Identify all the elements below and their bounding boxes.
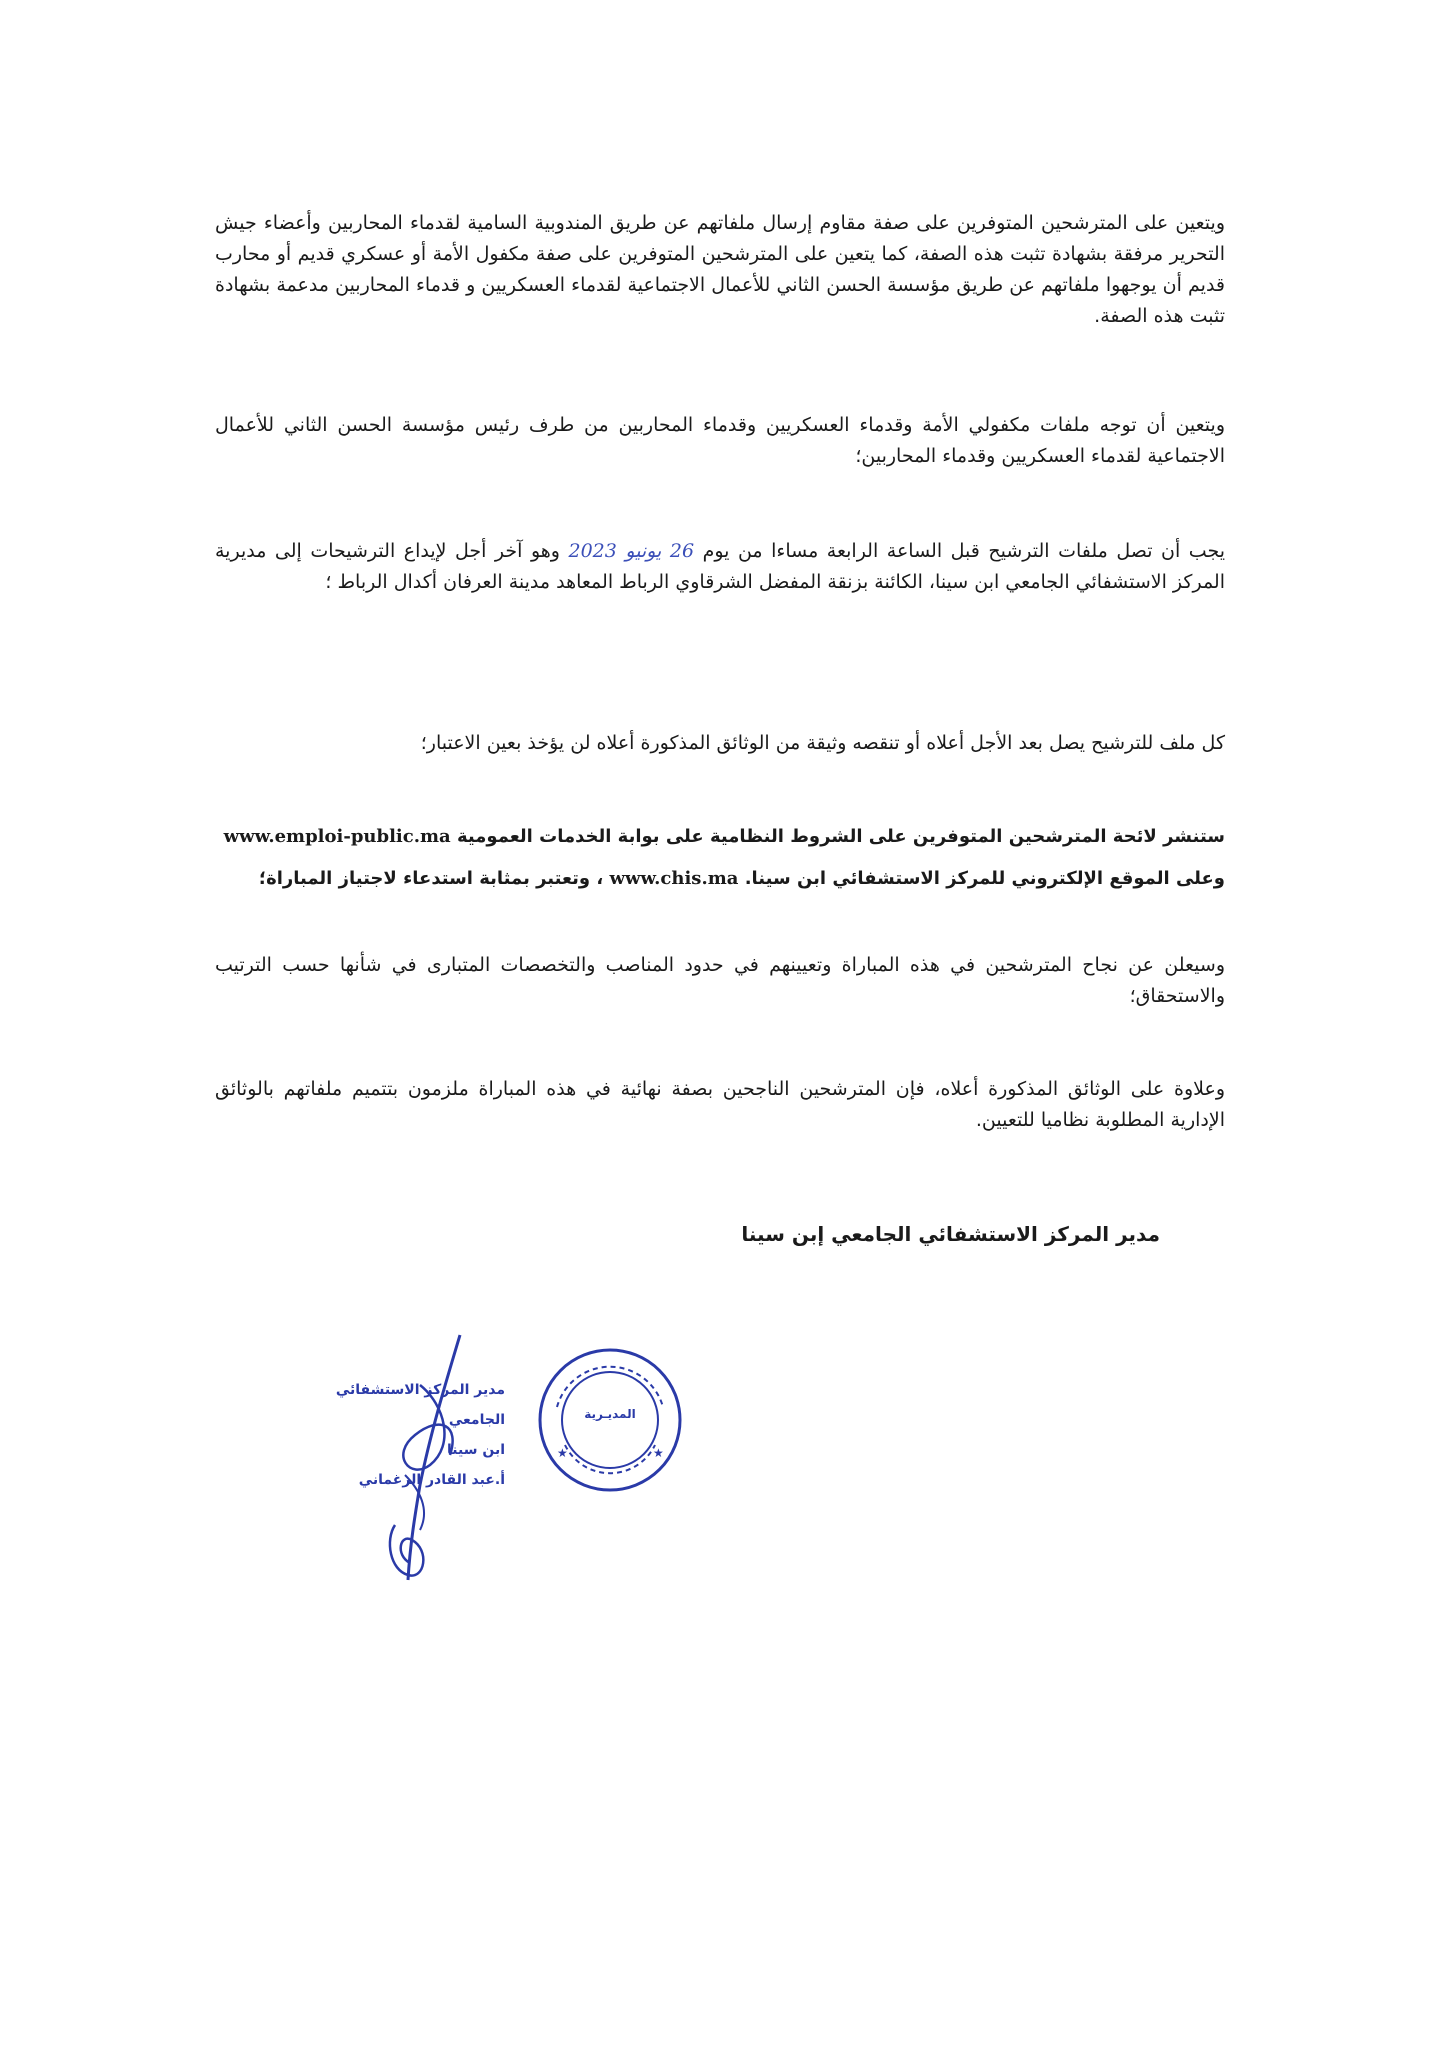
publication-line2-after: ، وتعتبر بمثابة استدعاء لاجتياز المباراة؛: [258, 868, 604, 889]
deadline-text-after: وهو آخر أجل لإيداع الترشيحات إلى مديرية المركز الاستشفائي الجامعي ابن سينا، الكائنة بزنقة المفضل الشرقاوي الرباط المعاهد مدينة العرفان أكدال الرباط ؛: [215, 540, 1225, 593]
signatory-line-1: مدير المركز الاستشفائي الجامعي: [335, 1382, 505, 1428]
publication-line2-text: وعلى الموقع الإلكتروني للمركز الاستشفائي ابن سينا.: [744, 868, 1225, 889]
deadline-text-before: يجب أن تصل ملفات الترشيح قبل الساعة الرابعة مساءا من يوم: [702, 540, 1226, 562]
director-title: مدير المركز الاستشفائي الجامعي إبن سينا: [741, 1222, 1160, 1246]
emploi-public-link[interactable]: www.emploi-public.ma: [223, 826, 451, 847]
publication-line-1: [215, 816, 1225, 858]
paragraph-publication: [215, 816, 1225, 900]
chis-link[interactable]: www.chis.ma: [609, 868, 739, 889]
paragraph-late-files: كل ملف للترشيح يصل بعد الأجل أعلاه أو تنقصه وثيقة من الوثائق المذكورة أعلاه لن يؤخذ بعين الاعتبار؛: [420, 732, 1225, 754]
handwritten-deadline-date: 26 يونيو 2023: [568, 540, 695, 562]
paragraph-final-documents: وعلاوة على الوثائق المذكورة أعلاه، فإن المترشحين الناجحين بصفة نهائية في هذه المباراة ملزمون بتتميم ملفاتهم بالوثائق الإدارية المطلوبة نظاميا للتعيين.: [215, 1078, 1225, 1131]
signatory-line-2: ابن سينا: [447, 1442, 505, 1458]
signature-block: [270, 1325, 740, 1595]
svg-text:★: ★: [557, 1446, 568, 1460]
paragraph-resistance-candidates: ويتعين على المترشحين المتوفرين على صفة مقاوم إرسال ملفاتهم عن طريق المندوبية السامية لقدماء المحاربين وأعضاء جيش التحرير مرفقة بشهادة تثبت هذه الصفة، كما يتعين على المترشحين المتوفرين على صفة مكفول الأمة أو عسكري قديم أو محارب قديم أن يوجهوا ملفاتهم عن طريق مؤسسة الحسن الثاني للأعمال الاجتماعية لقدماء العسكريين و قدماء المحاربين مدعمة بشهادة تثبت هذه الصفة.: [215, 212, 1225, 327]
publication-line-2: [215, 858, 1225, 900]
svg-text:★: ★: [653, 1446, 664, 1460]
stamp-center-text: المديـرية: [584, 1407, 636, 1421]
paragraph-hassan-ii-foundation: ويتعين أن توجه ملفات مكفولي الأمة وقدماء العسكريين وقدماء المحاربين من طرف رئيس مؤسسة الحسن الثاني للأعمال الاجتماعية لقدماء العسكريين وقدماء المحاربين؛: [215, 414, 1225, 467]
handwritten-signature: [270, 1325, 530, 1595]
paragraph-results: وسيعلن عن نجاح المترشحين في هذه المباراة وتعيينهم في حدود المناصب والتخصصات المتبارى في شأنها حسب الترتيب والاستحقاق؛: [215, 954, 1225, 1007]
paragraph-deadline: [215, 536, 1225, 598]
official-stamp: [535, 1345, 685, 1495]
publication-line1-text: ستنشر لائحة المترشحين المتوفرين على الشروط النظامية على بوابة الخدمات العمومية: [457, 826, 1225, 847]
signatory-line-3: أ.عبد القادر الزغماني: [358, 1472, 505, 1488]
